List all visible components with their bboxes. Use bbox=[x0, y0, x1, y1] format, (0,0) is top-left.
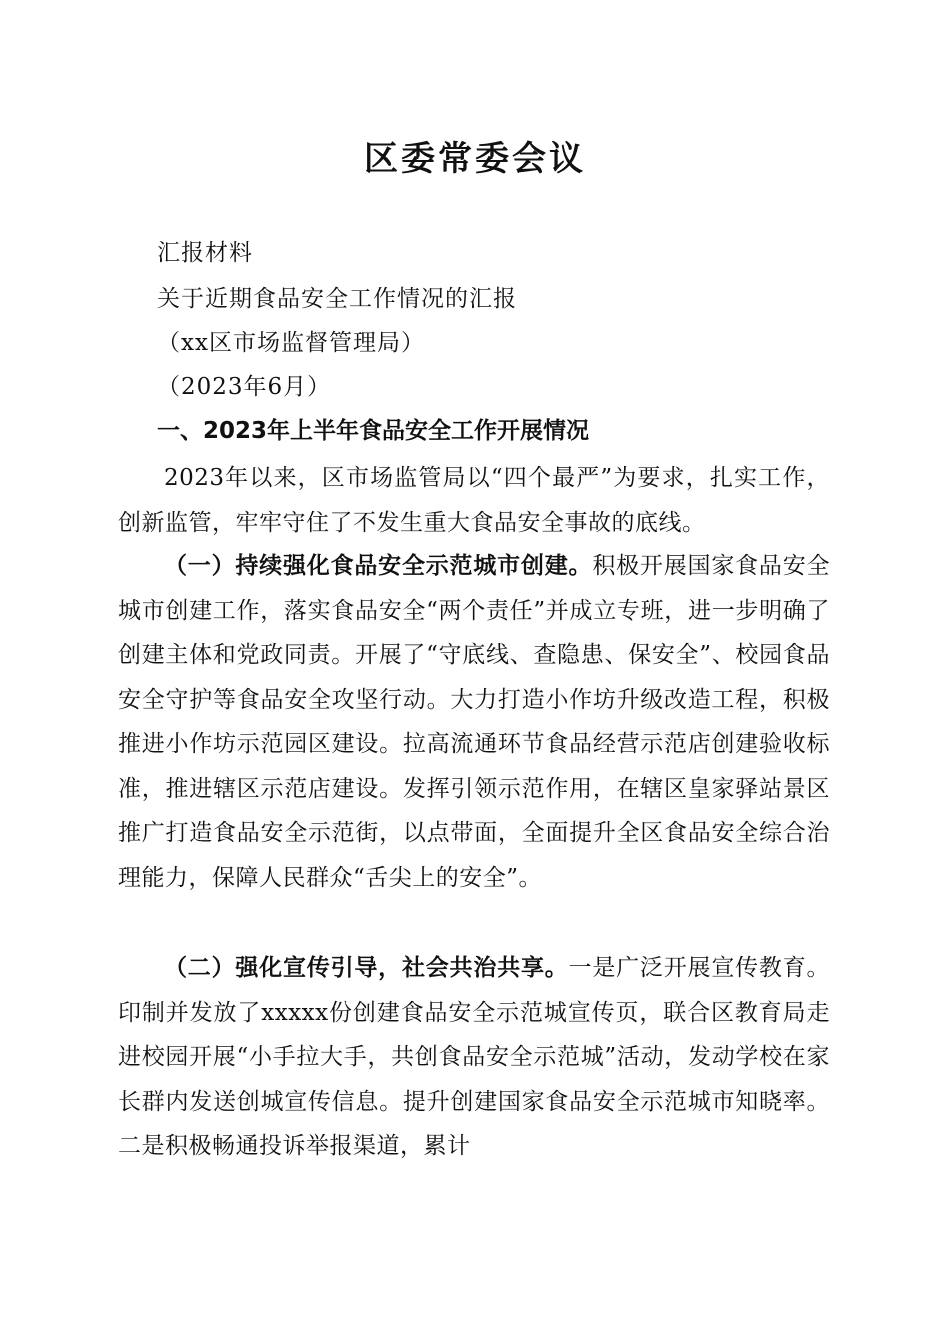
paragraph-item-2-body: 一是广泛开展宣传教育。印制并发放了xxxxx份创建食品安全示范城宣传页，联合区教育局走进校园开展“小手拉大手，共创食品安全示范城”活动，发动学校在家长群内发送创城宣传信息。提升创建国家食品安全示范城市知晓率。二是积极畅通投诉举报渠道，累计 bbox=[118, 955, 831, 1159]
section-heading: 一、2023年上半年食品安全工作开展情况 bbox=[157, 418, 590, 444]
paragraph-item-2-lead: （二）强化宣传引导，社会共治共享。 bbox=[164, 954, 569, 981]
paragraph-item-1-body: 积极开展国家食品安全城市创建工作，落实食品安全“两个责任”并成立专班，进一步明确了创建主体和党政同责。开展了“守底线、查隐患、保安全”、校园食品安全守护等食品安全攻坚行动。大力打造小作坊升级改造工程，积极推进小作坊示范园区建设。拉高流通环节食品经营示范店创建验收标准，推进辖区示范店建设。发挥引领示范作用，在辖区皇家驿站景区推广打造食品安全示范街，以点带面，全面提升全区食品安全综合治理能力，保障人民群众“舌尖上的安全”。 bbox=[118, 553, 831, 891]
intro-paragraph: 2023年以来，区市场监管局以“四个最严”为要求，扎实工作，创新监管，牢牢守住了不发生重大食品安全事故的底线。 bbox=[118, 465, 830, 536]
paragraph-item-2 bbox=[118, 946, 830, 1169]
organization: （xx区市场监督管理局） bbox=[157, 330, 425, 356]
document-title: 区委常委会议 bbox=[364, 139, 586, 179]
report-title: 关于近期食品安全工作情况的汇报 bbox=[157, 286, 517, 312]
document-type: 汇报材料 bbox=[157, 240, 253, 266]
paragraph-item-1 bbox=[118, 544, 830, 900]
paragraph-item-1-lead: （一）持续强化食品安全示范城市创建。 bbox=[164, 552, 593, 579]
report-date: （2023年6月） bbox=[157, 374, 332, 400]
